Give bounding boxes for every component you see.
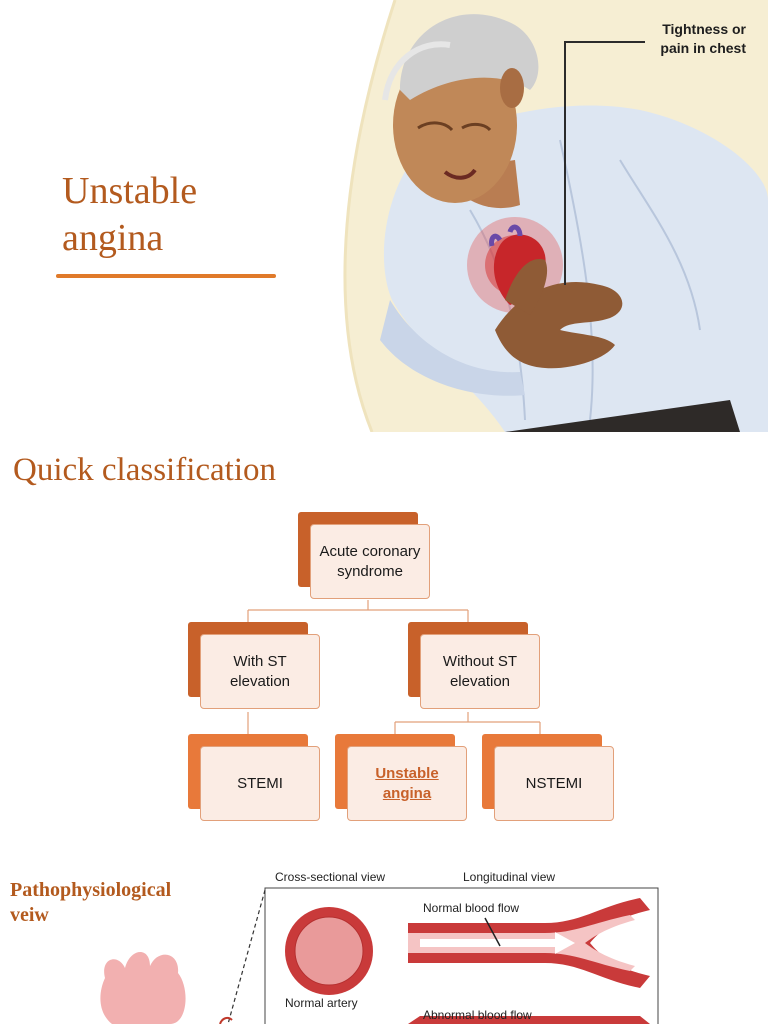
slide-quick-classification xyxy=(0,432,768,848)
label-abnormal-blood-flow: Abnormal blood flow xyxy=(423,1008,532,1022)
slide-unstable-angina xyxy=(0,0,768,432)
slide-pathophysiology xyxy=(0,848,768,1024)
callout-line-1: Tightness or xyxy=(662,21,746,37)
node-label: STEMI xyxy=(200,746,320,821)
unstable-angina-link[interactable]: Unstable angina xyxy=(347,746,467,821)
title-underline xyxy=(56,274,276,278)
label-normal-artery: Normal artery xyxy=(285,996,358,1010)
title-line-1: Unstable xyxy=(62,170,198,212)
slide-title: Quick classification xyxy=(13,452,277,488)
slide-title xyxy=(62,168,197,262)
node-label: NSTEMI xyxy=(494,746,614,821)
title-line-2: angina xyxy=(62,217,164,259)
slide-title: Pathophysiological veiw xyxy=(10,879,172,926)
chest-pain-callout xyxy=(660,20,746,58)
node-label: Without ST elevation xyxy=(420,634,540,709)
heart-illustration xyxy=(100,952,232,1024)
callout-line-2: pain in chest xyxy=(660,40,746,56)
label-cross-sectional: Cross-sectional view xyxy=(275,870,386,884)
label-longitudinal: Longitudinal view xyxy=(463,870,556,884)
node-label: With ST elevation xyxy=(200,634,320,709)
node-label: Acute coronary syndrome xyxy=(310,524,430,599)
label-normal-blood-flow: Normal blood flow xyxy=(423,901,520,915)
